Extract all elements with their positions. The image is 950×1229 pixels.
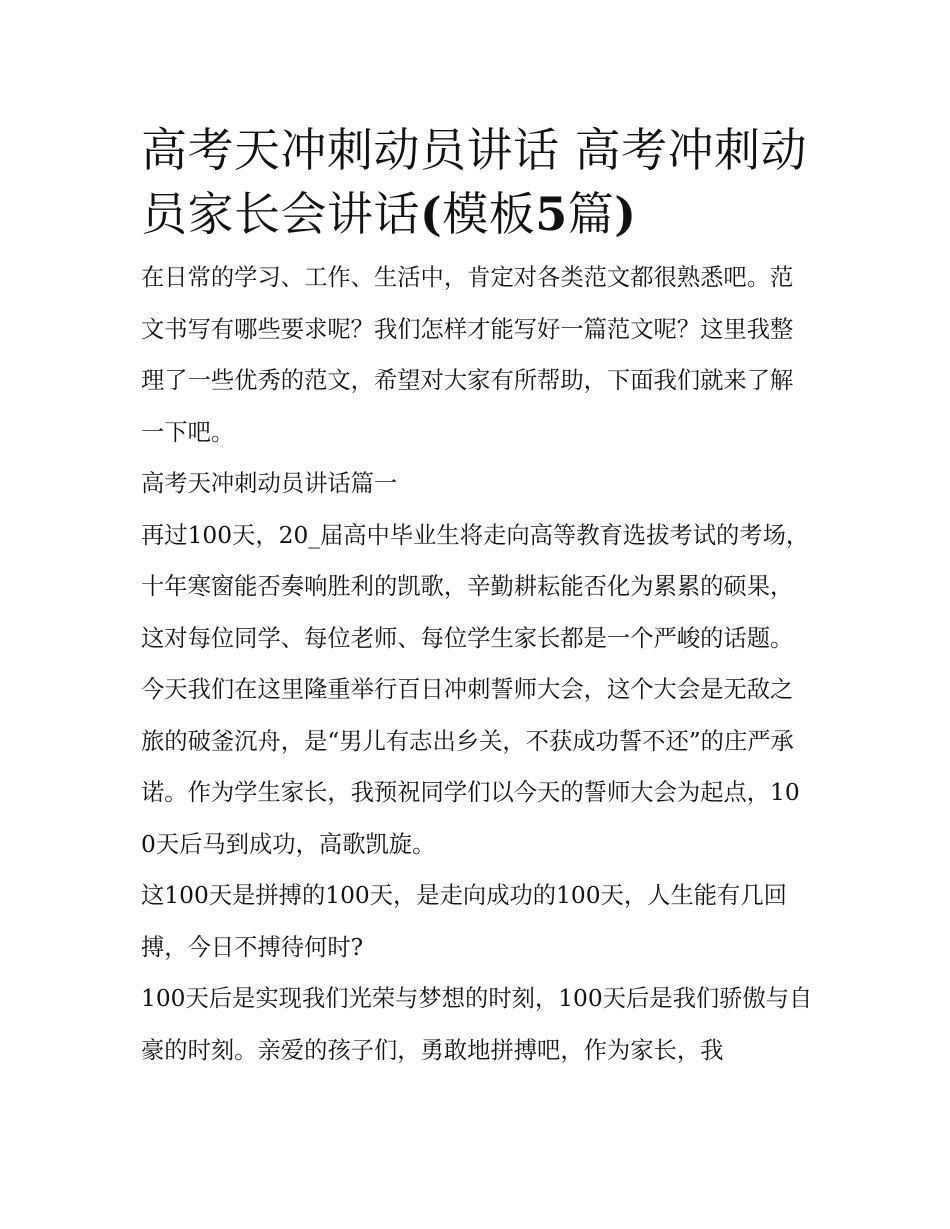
body-paragraph: 再过100天，20_届高中毕业生将走向高等教育选拔考试的考场，十年寒窗能否奏响胜利的凯歌，辛勤耕耘能否化为累累的硕果，这对每位同学、每位老师、每位学生家长都是一个严峻的话题。今天我们在这里隆重举行百日冲刺誓师大会，这个大会是无敌之旅的破釜沉舟，是“男儿有志出乡关，不获成功誓不还”的庄严承诺。作为学生家长，我预祝同学们以今天的誓师大会为起点，100天后马到成功，高歌凯旋。: [141, 521, 810, 858]
document-title: 高考天冲刺动员讲话 高考冲刺动员家长会讲话(模板5篇): [141, 123, 808, 241]
section-heading: 高考天冲刺动员讲话篇一: [141, 470, 398, 497]
body-paragraph: 这100天是拼搏的100天，是走向成功的100天，人生能有几回搏，今日不搏待何时?: [141, 882, 787, 961]
document-page: [141, 118, 813, 1076]
body-paragraph: 100天后是实现我们光荣与梦想的时刻，100天后是我们骄傲与自豪的时刻。亲爱的孩子们，勇敢地拼搏吧，作为家长，我: [141, 985, 813, 1064]
intro-paragraph: 在日常的学习、工作、生活中，肯定对各类范文都很熟悉吧。范文书写有哪些要求呢？我们怎样才能写好一篇范文呢？这里我整理了一些优秀的范文，希望对大家有所帮助，下面我们就来了解一下吧。: [141, 264, 794, 446]
